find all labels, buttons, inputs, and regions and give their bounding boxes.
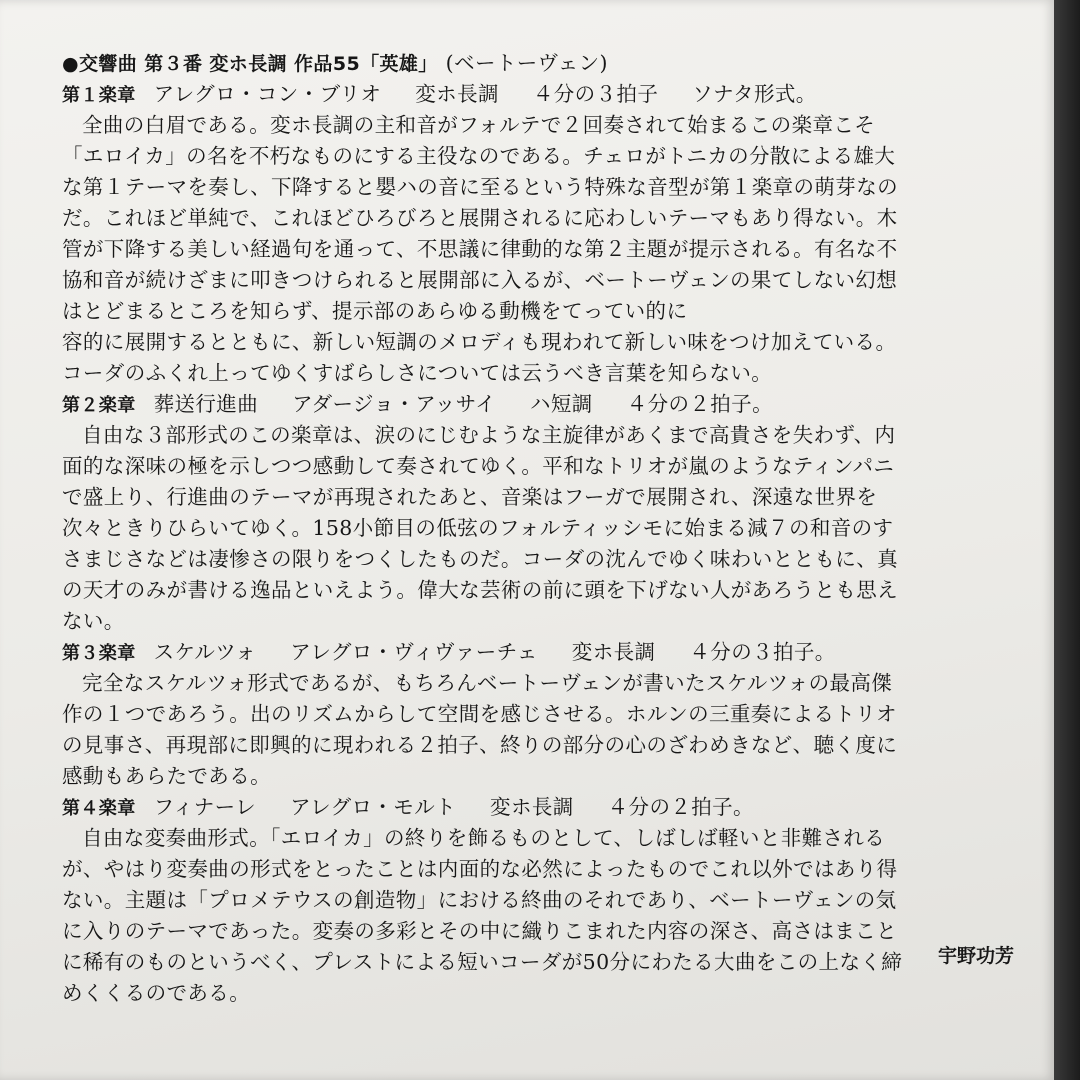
body-text-line: の天才のみが書ける逸品といえよう。偉大な芸術の前に頭を下げない人があろうとも思え [62,578,898,602]
body-text-line: が、やはり変奏曲の形式をとったことは内面的な必然によったものでこれ以外ではあり得 [62,857,898,881]
movement-heading [62,792,1022,823]
movement-key: アダージョ・アッサイ [292,392,496,416]
movement-key: アレグロ・モルト [290,795,457,819]
body-text-line: に入りのテーマであった。変奏の多彩とその中に織りこまれた内容の深さ、高さはまこと [62,919,897,943]
body-text-line: 管が下降する美しい経過句を通って、不思議に律動的な第２主題が提示される。有名な不 [62,237,898,261]
body-text-line: 協和音が続けざまに叩きつけられると展開部に入るが、ベートーヴェンの果てしない幻想 [62,268,898,292]
movement-form: ４分の２拍子。 [626,392,773,416]
movement-number: 第２楽章 [62,395,136,416]
body-text-line: めくくるのである。 [62,981,251,1005]
body-text-line: 自由な３部形式のこの楽章は、涙のにじむような主旋律があくまで高貴さを失わず、内 [82,423,896,447]
movement-section [62,637,1022,792]
movement-heading [62,79,1022,110]
body-text-line: 自由な変奏曲形式。「エロイカ」の終りを飾るものとして、しばしば軽いと非難される [82,826,886,850]
movement-meter: 変ホ長調 [490,795,574,819]
movement-tempo: アレグロ・コン・ブリオ [153,82,382,106]
body-text-line: ない。 [62,609,125,633]
movement-form: ４分の３拍子。 [689,640,836,664]
work-heading [62,48,1022,79]
movement-meter: ４分の３拍子 [532,82,659,106]
body-text-line: コーダのふくれ上ってゆくすばらしさについては云うべき言葉を知らない。 [62,361,773,385]
body-text-line: さまじさなどは凄惨さの限りをつくしたものだ。コーダの沈んでゆく味わいとともに、真 [62,547,898,571]
body-text-line: はとどまるところを知らず、提示部のあらゆる動機をてってい的に [62,299,688,323]
body-text-line: ない。主題は「プロメテウスの創造物」における終曲のそれであり、ベートーヴェンの気 [62,888,897,912]
body-text-line: 完全なスケルツォ形式であるが、もちろんベートーヴェンが書いたスケルツォの最高傑 [82,671,893,695]
body-text-line: 容的に展開するとともに、新しい短調のメロディも現われて新しい味をつけ加えている。 [62,330,897,354]
movement-section [62,389,1022,637]
body-text-line: で盛上り、行進曲のテーマが再現されたあと、音楽はフーガで展開され、深遠な世界を [62,485,878,509]
movement-number: 第３楽章 [62,643,136,664]
movement-tempo: フィナーレ [153,795,257,819]
movements-list [62,79,1022,1009]
movement-heading [62,637,1022,668]
movement-heading [62,389,1022,420]
body-text-line: だ。これほど単純で、これほどひろびろと展開されるに応わしいテーマもあり得ない。木 [62,206,898,230]
movement-tempo: 葬送行進曲 [153,392,259,416]
movement-meter: 変ホ長調 [571,640,656,664]
movement-form: ４分の２拍子。 [607,795,754,819]
work-title: ●交響曲 第３番 変ホ長調 作品55「英雄」 [62,53,438,75]
body-text-line: 感動もあらたである。 [62,764,271,788]
movement-meter: ハ短調 [529,392,593,416]
movement-tempo: スケルツォ [153,640,257,664]
author-name: 宇野功芳 [937,945,1014,967]
body-text-line: に稀有のものというべく、プレストによる短いコーダが50分にわたる大曲をこの上なく締 [62,950,903,974]
body-text-line: な第１テーマを奏し、下降すると嬰ハの音に至るという特殊な音型が第１楽章の萌芽なの [62,175,898,199]
body-text-line: 面的な深味の極を示しつつ感動して奏されてゆく。平和なトリオが嵐のようなティンパニ [62,454,895,478]
body-text-line: 次々ときりひらいてゆく。158小節目の低弦のフォルティッシモに始まる減７の和音のす [62,516,894,540]
movement-section [62,792,1022,1009]
body-text-line: 全曲の白眉である。変ホ長調の主和音がフォルテで２回奏されて始まるこの楽章こそ [82,113,876,137]
dark-background [1054,0,1080,1080]
movement-key: 変ホ長調 [415,82,499,106]
composer-name: (ベートーヴェン) [445,51,608,75]
body-text-line: 作の１つであろう。出のリズムからして空間を感じさせる。ホルンの三重奏によるトリオ [62,702,897,726]
body-text-line: の見事さ、再現部に即興的に現われる２拍子、終りの部分の心のざわめきなど、聴く度に [62,733,898,757]
movement-key: アレグロ・ヴィヴァーチェ [290,640,538,664]
movement-section [62,79,1022,389]
body-text-line: 「エロイカ」の名を不朽なものにする主役なのである。チェロがトニカの分散による雄大 [62,144,896,168]
movement-number: 第１楽章 [62,85,136,106]
movement-form: ソナタ形式。 [692,82,817,106]
liner-notes [62,48,1022,1009]
movement-number: 第４楽章 [62,798,136,819]
